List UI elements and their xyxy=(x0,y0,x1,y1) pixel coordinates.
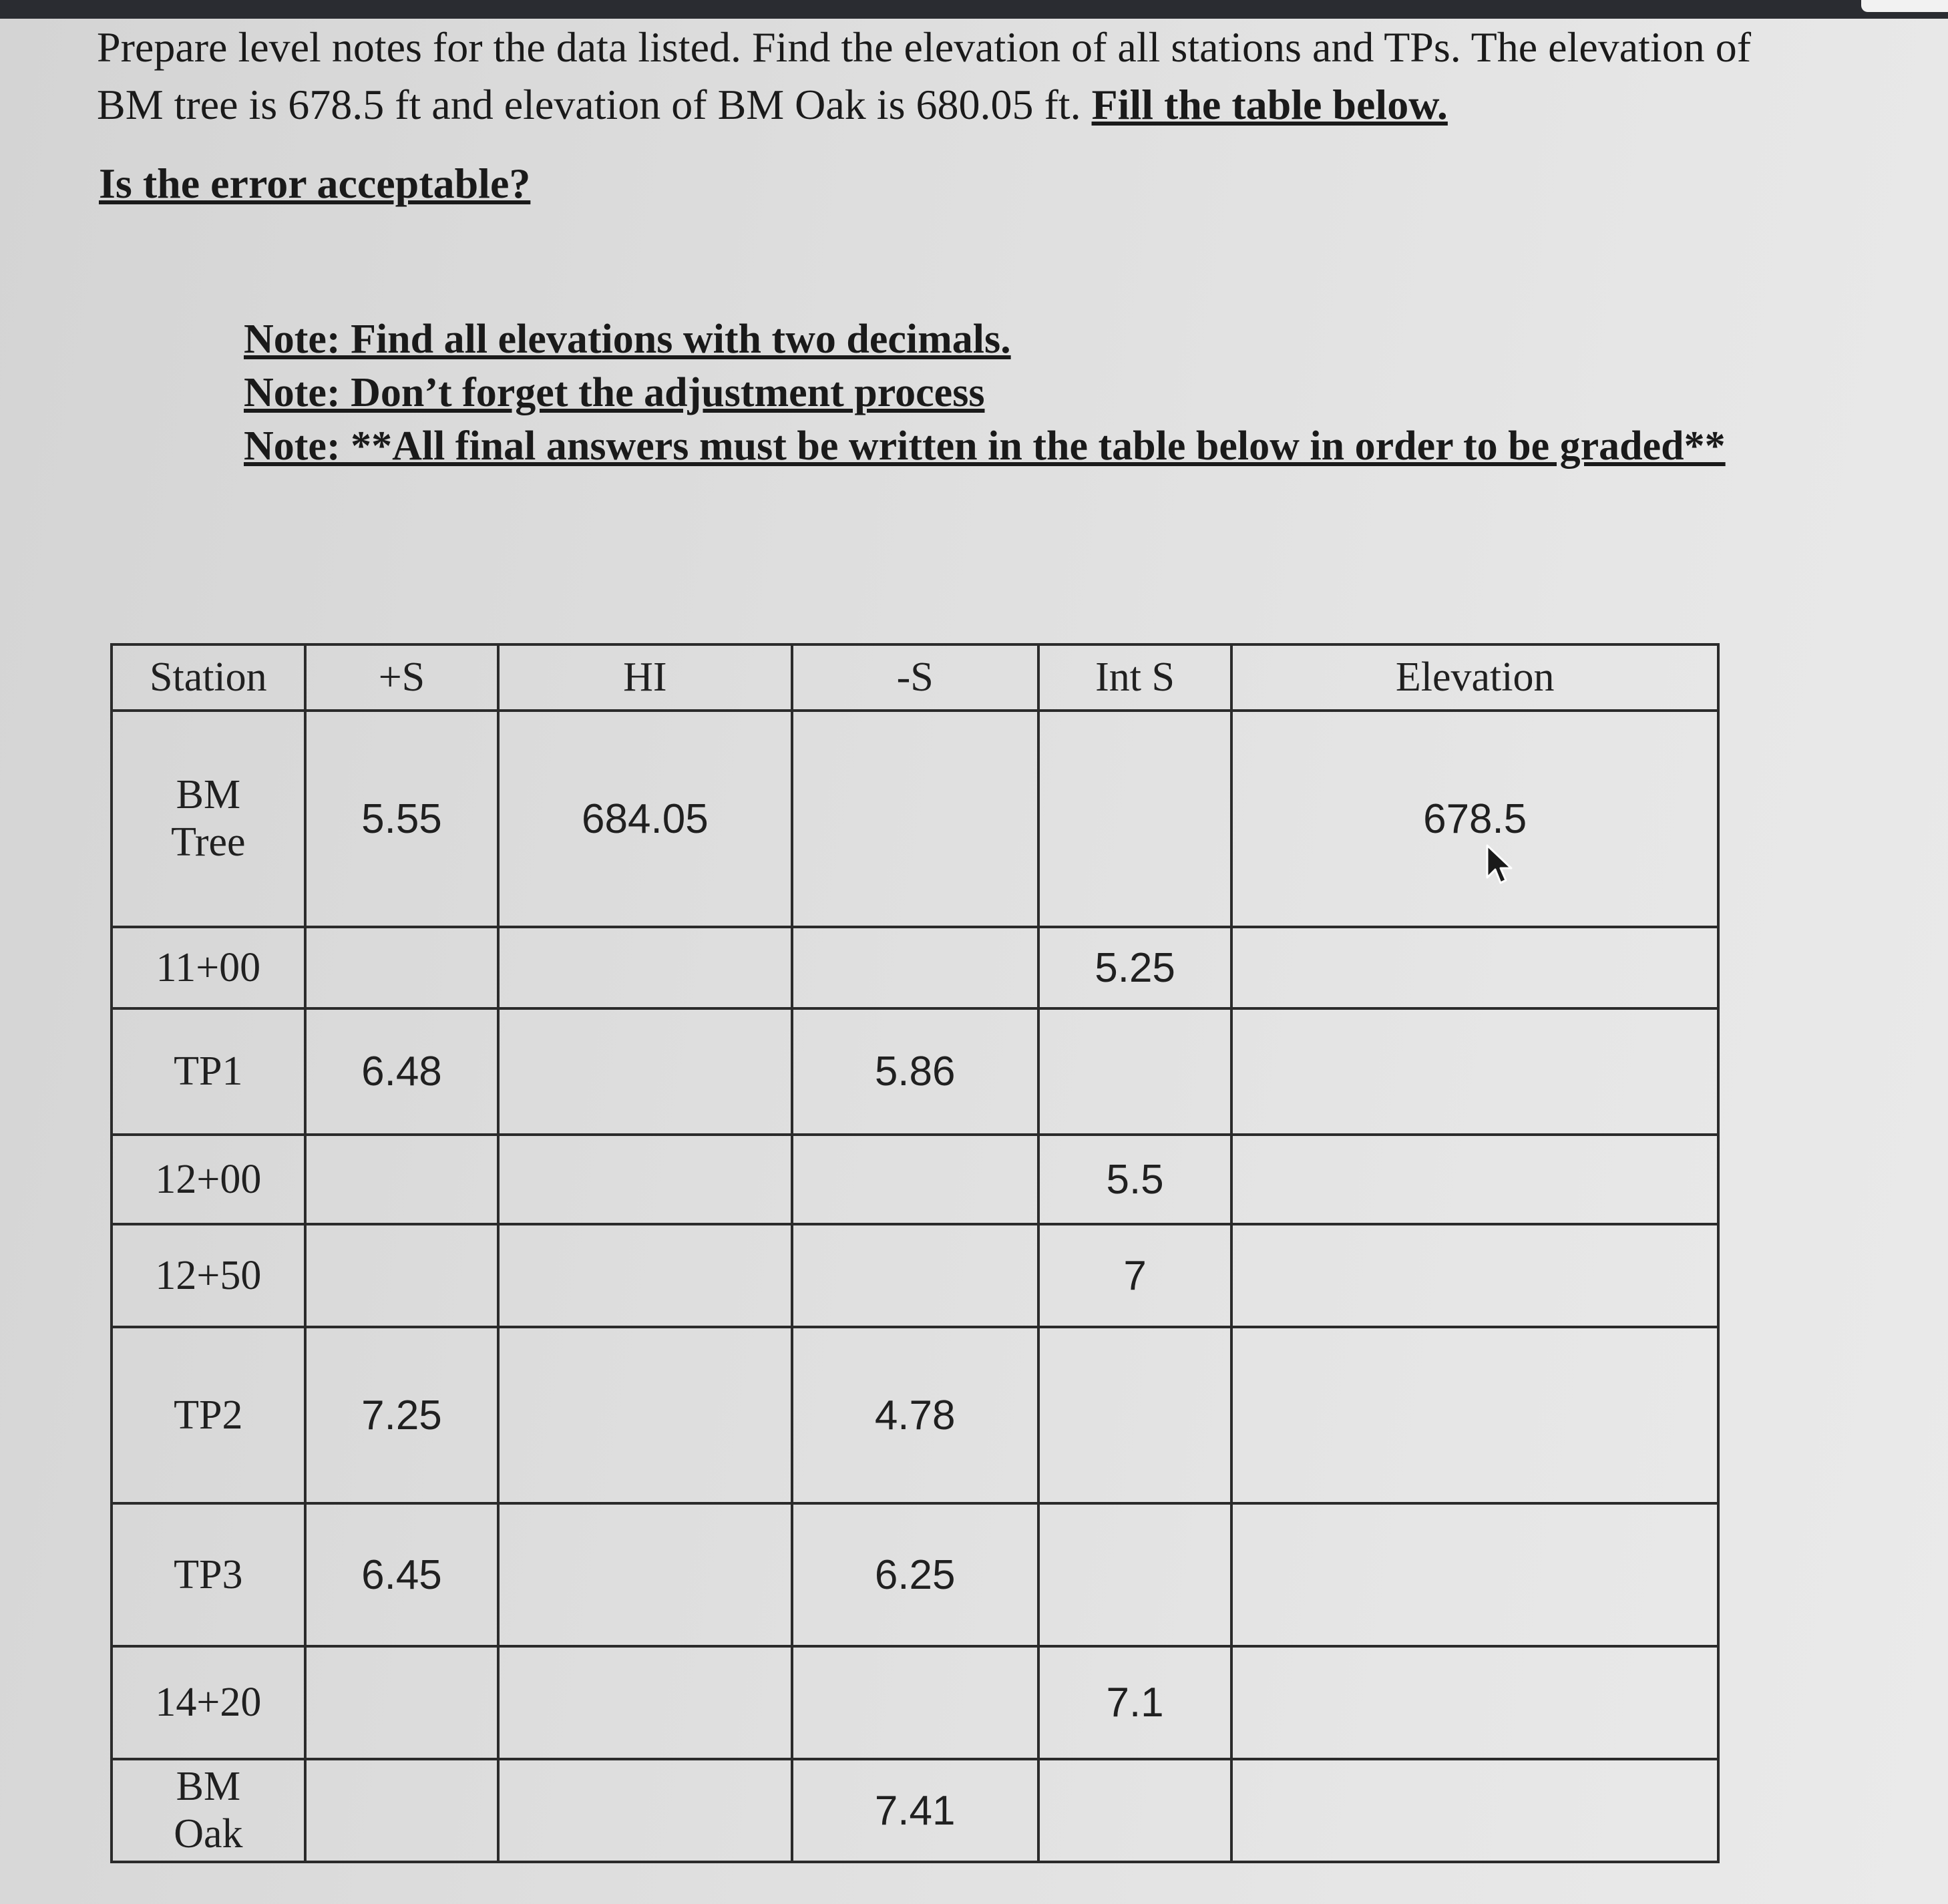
header-int-s: Int S xyxy=(1038,644,1232,711)
int-s-cell[interactable]: 5.5 xyxy=(1038,1135,1232,1224)
minus-s-cell[interactable] xyxy=(792,1224,1038,1327)
minus-s-cell[interactable] xyxy=(792,711,1038,927)
plus-s-cell[interactable] xyxy=(305,1646,499,1759)
hi-cell[interactable] xyxy=(498,1135,791,1224)
window-corner xyxy=(1861,0,1948,12)
station-cell xyxy=(112,711,305,927)
hi-cell[interactable] xyxy=(498,1008,791,1135)
header-station: Station xyxy=(112,644,305,711)
header-plus-s: +S xyxy=(305,644,499,711)
hi-cell[interactable]: 684.05 xyxy=(498,711,791,927)
plus-s-cell[interactable]: 6.45 xyxy=(305,1503,499,1646)
int-s-cell[interactable] xyxy=(1038,1759,1232,1862)
station-cell xyxy=(112,1759,305,1862)
hi-cell[interactable] xyxy=(498,1503,791,1646)
problem-line-2-text: BM tree is 678.5 ft and elevation of BM Oak is 680.05 ft. xyxy=(97,81,1081,128)
notes-block xyxy=(244,313,1726,473)
problem-statement xyxy=(97,19,1900,134)
minus-s-cell[interactable]: 5.86 xyxy=(792,1008,1038,1135)
station-name: BM xyxy=(176,772,241,817)
mouse-pointer-icon xyxy=(1485,844,1514,887)
int-s-cell[interactable]: 7.1 xyxy=(1038,1646,1232,1759)
minus-s-cell[interactable] xyxy=(792,1135,1038,1224)
note-adjustment: Note: Don’t forget the adjustment process xyxy=(244,370,985,415)
elevation-cell[interactable] xyxy=(1231,1008,1718,1135)
elevation-cell[interactable] xyxy=(1231,927,1718,1008)
elevation-cell[interactable] xyxy=(1231,711,1718,927)
station-cell: TP2 xyxy=(112,1327,305,1503)
plus-s-cell[interactable] xyxy=(305,927,499,1008)
elevation-value: 678.5 xyxy=(1423,795,1527,842)
plus-s-cell[interactable]: 5.55 xyxy=(305,711,499,927)
problem-line-2 xyxy=(97,76,1900,134)
minus-s-cell[interactable]: 7.41 xyxy=(792,1759,1038,1862)
int-s-cell[interactable] xyxy=(1038,1327,1232,1503)
elevation-cell[interactable] xyxy=(1231,1224,1718,1327)
plus-s-cell[interactable] xyxy=(305,1135,499,1224)
header-elevation: Elevation xyxy=(1231,644,1718,711)
minus-s-cell[interactable]: 6.25 xyxy=(792,1503,1038,1646)
plus-s-cell[interactable]: 7.25 xyxy=(305,1327,499,1503)
station-name-2: Oak xyxy=(174,1811,243,1857)
plus-s-cell[interactable] xyxy=(305,1759,499,1862)
plus-s-cell[interactable] xyxy=(305,1224,499,1327)
int-s-cell[interactable] xyxy=(1038,711,1232,927)
table-row xyxy=(112,1646,1718,1759)
fill-table-instruction: Fill the table below. xyxy=(1091,81,1448,128)
hi-cell[interactable] xyxy=(498,1224,791,1327)
header-minus-s: -S xyxy=(792,644,1038,711)
note-final-answers: Note: **All final answers must be written in the table below in order to be graded** xyxy=(244,423,1726,469)
minus-s-cell[interactable] xyxy=(792,927,1038,1008)
table-row xyxy=(112,711,1718,927)
document-page xyxy=(0,19,1948,1904)
table-row xyxy=(112,1759,1718,1862)
station-name-2: Tree xyxy=(171,819,246,865)
table-row xyxy=(112,927,1718,1008)
station-cell: 14+20 xyxy=(112,1646,305,1759)
station-cell: 11+00 xyxy=(112,927,305,1008)
int-s-cell[interactable] xyxy=(1038,1008,1232,1135)
minus-s-cell[interactable] xyxy=(792,1646,1038,1759)
station-cell: TP1 xyxy=(112,1008,305,1135)
elevation-cell[interactable] xyxy=(1231,1327,1718,1503)
hi-cell[interactable] xyxy=(498,927,791,1008)
int-s-cell[interactable]: 5.25 xyxy=(1038,927,1232,1008)
header-hi: HI xyxy=(498,644,791,711)
table-row xyxy=(112,1224,1718,1327)
table-row xyxy=(112,1503,1718,1646)
hi-cell[interactable] xyxy=(498,1646,791,1759)
elevation-cell[interactable] xyxy=(1231,1135,1718,1224)
station-cell: 12+50 xyxy=(112,1224,305,1327)
table-row xyxy=(112,1008,1718,1135)
station-name: BM xyxy=(176,1764,241,1809)
station-cell: TP3 xyxy=(112,1503,305,1646)
minus-s-cell[interactable]: 4.78 xyxy=(792,1327,1038,1503)
int-s-cell[interactable]: 7 xyxy=(1038,1224,1232,1327)
problem-line-1: Prepare level notes for the data listed. Find the elevation of all stations and TPs. The elevation of xyxy=(97,23,1751,71)
note-two-decimals: Note: Find all elevations with two decimals. xyxy=(244,317,1011,362)
int-s-cell[interactable] xyxy=(1038,1503,1232,1646)
table-row xyxy=(112,1327,1718,1503)
hi-cell[interactable] xyxy=(498,1327,791,1503)
level-notes-table xyxy=(110,643,1720,1863)
plus-s-cell[interactable]: 6.48 xyxy=(305,1008,499,1135)
hi-cell[interactable] xyxy=(498,1759,791,1862)
elevation-cell[interactable] xyxy=(1231,1646,1718,1759)
elevation-cell[interactable] xyxy=(1231,1759,1718,1862)
station-cell: 12+00 xyxy=(112,1135,305,1224)
window-top-bar xyxy=(0,0,1948,19)
elevation-cell[interactable] xyxy=(1231,1503,1718,1646)
table-row xyxy=(112,1135,1718,1224)
error-question: Is the error acceptable? xyxy=(99,160,531,207)
table-header-row xyxy=(112,644,1718,711)
